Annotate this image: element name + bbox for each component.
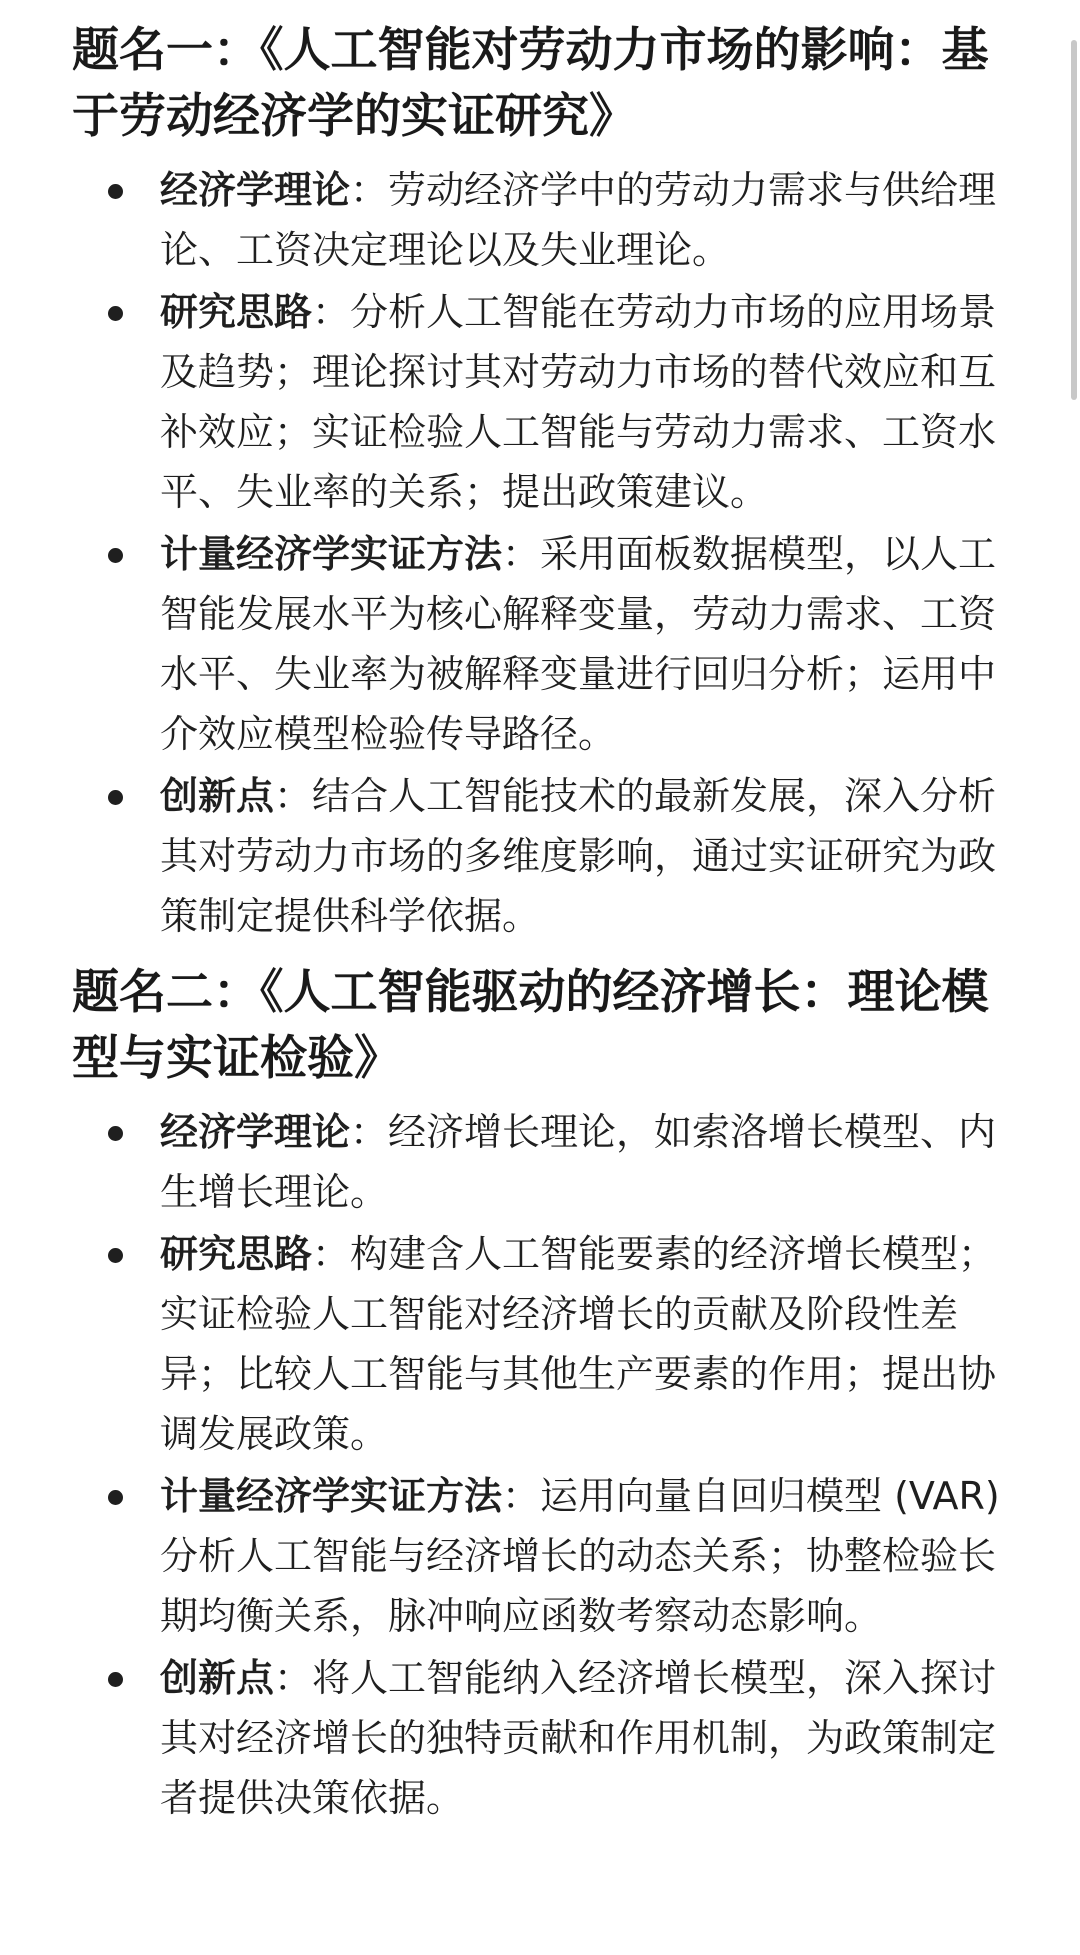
bullet-icon — [108, 1126, 123, 1141]
item-label: 计量经济学实证方法 — [160, 1474, 503, 1518]
item-label: 创新点 — [160, 774, 275, 818]
list-item — [72, 766, 1012, 946]
bullet-icon — [108, 1490, 123, 1505]
bullet-icon — [108, 1248, 123, 1263]
bullet-icon — [108, 1672, 123, 1687]
item-text: ：经济增长理论，如索洛增长模型、内生增长理论。 — [160, 1110, 997, 1214]
item-text: ：运用向量自回归模型 (VAR) 分析人工智能与经济增长的动态关系；协整检验长期均衡关系，脉冲响应函数考察动态影响。 — [160, 1474, 1000, 1638]
scrollbar[interactable] — [1071, 40, 1077, 400]
item-text: ：将人工智能纳入经济增长模型，深入探讨其对经济增长的独特贡献和作用机制，为政策制定者提供决策依据。 — [160, 1656, 997, 1820]
document-content — [72, 18, 1012, 1842]
list-item — [72, 524, 1012, 764]
item-text: ：采用面板数据模型，以人工智能发展水平为核心解释变量，劳动力需求、工资水平、失业率为被解释变量进行回归分析；运用中介效应模型检验传导路径。 — [160, 532, 997, 756]
list-item — [72, 1102, 1012, 1222]
section-list-2 — [72, 1102, 1012, 1828]
item-text: ：分析人工智能在劳动力市场的应用场景及趋势；理论探讨其对劳动力市场的替代效应和互补效应；实证检验人工智能与劳动力需求、工资水平、失业率的关系；提出政策建议。 — [160, 290, 997, 514]
item-label: 研究思路 — [160, 290, 313, 334]
section-list-1 — [72, 160, 1012, 946]
list-item — [72, 282, 1012, 522]
bullet-icon — [108, 790, 123, 805]
bullet-icon — [108, 548, 123, 563]
item-text: ：结合人工智能技术的最新发展，深入分析其对劳动力市场的多维度影响，通过实证研究为政策制定提供科学依据。 — [160, 774, 997, 938]
list-item — [72, 160, 1012, 280]
section-title-2: 题名二：《人工智能驱动的经济增长：理论模型与实证检验》 — [72, 965, 989, 1086]
bullet-icon — [108, 184, 123, 199]
item-label: 经济学理论 — [160, 1110, 351, 1154]
bullet-icon — [108, 306, 123, 321]
list-item — [72, 1466, 1012, 1646]
list-item — [72, 1648, 1012, 1828]
item-text: ：构建含人工智能要素的经济增长模型；实证检验人工智能对经济增长的贡献及阶段性差异；比较人工智能与其他生产要素的作用；提出协调发展政策。 — [160, 1232, 997, 1456]
item-text: ：劳动经济学中的劳动力需求与供给理论、工资决定理论以及失业理论。 — [160, 168, 997, 272]
item-label: 计量经济学实证方法 — [160, 532, 503, 576]
list-item — [72, 1224, 1012, 1464]
section-title-1: 题名一：《人工智能对劳动力市场的影响：基于劳动经济学的实证研究》 — [72, 23, 989, 144]
item-label: 经济学理论 — [160, 168, 351, 212]
item-label: 研究思路 — [160, 1232, 313, 1276]
item-label: 创新点 — [160, 1656, 275, 1700]
